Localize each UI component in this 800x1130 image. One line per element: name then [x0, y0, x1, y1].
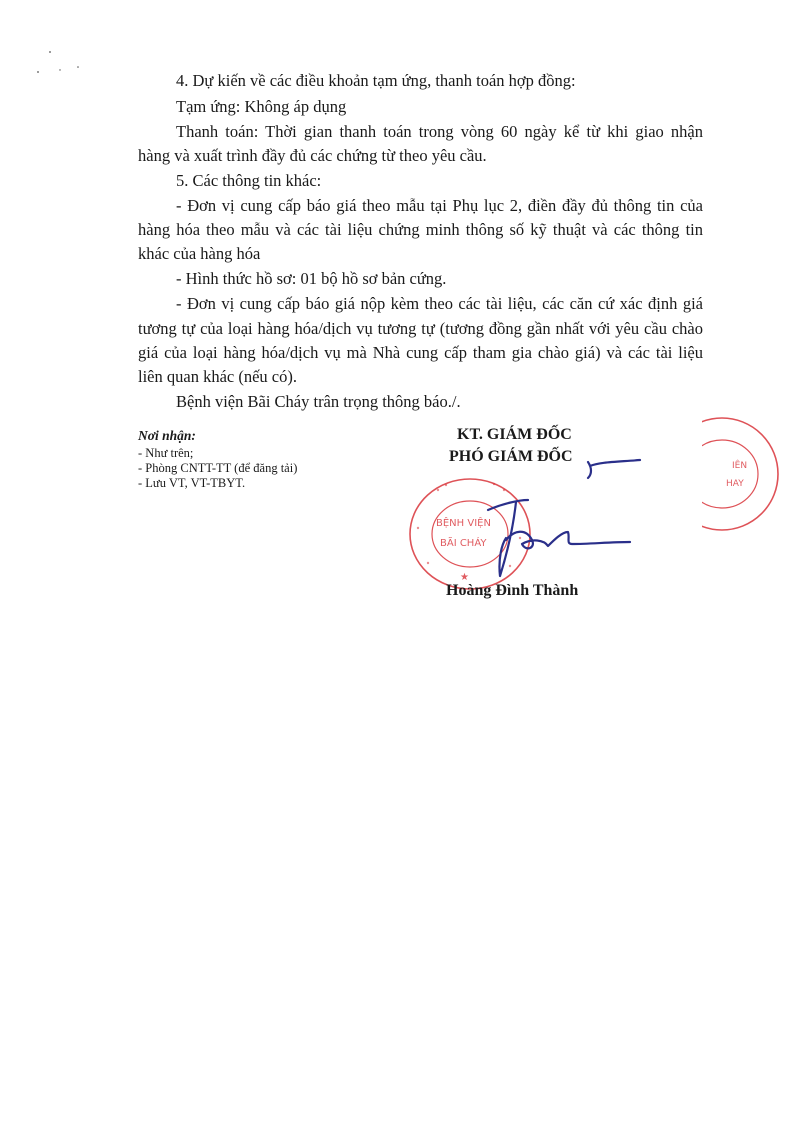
- closing-text: Bệnh viện Bãi Cháy trân trọng thông báo./.: [176, 392, 461, 411]
- seal-text-2: BÃI CHÁY: [440, 538, 487, 549]
- partial-seal: [702, 412, 782, 542]
- recipient-item: - Như trên;: [138, 446, 194, 460]
- other1-line-3: khác của hàng hóa: [138, 244, 261, 263]
- other3-line-3: giá của loại hàng hóa/dịch vụ mà Nhà cung cấp tham gia chào giá) và các tài liệu: [138, 343, 703, 362]
- advance-text: Tạm ứng: Không áp dụng: [176, 97, 347, 116]
- section4-heading: 4. Dự kiến về các điều khoản tạm ứng, thanh toán hợp đồng:: [176, 71, 576, 90]
- svg-text:HAY: HAY: [726, 479, 744, 489]
- other1-line-2: hàng hóa theo mẫu và các tài liệu chứng minh thông số kỹ thuật và các thông tin: [138, 220, 703, 239]
- other3-line-4: liên quan khác (nếu có).: [138, 367, 297, 386]
- recipients-title: Nơi nhận:: [138, 428, 196, 443]
- payment-line-2: hàng và xuất trình đầy đủ các chứng từ theo yêu cầu.: [138, 146, 487, 165]
- section5-heading: 5. Các thông tin khác:: [176, 171, 322, 190]
- other3-line-1: - Đơn vị cung cấp báo giá nộp kèm theo các tài liệu, các căn cứ xác định giá: [176, 294, 703, 313]
- signature-title-line2: PHÓ GIÁM ĐỐC: [449, 448, 573, 465]
- handwritten-signature: [440, 448, 650, 588]
- other2-text: - Hình thức hồ sơ: 01 bộ hồ sơ bản cứng.: [176, 269, 447, 288]
- other1-line-1: - Đơn vị cung cấp báo giá theo mẫu tại Phụ lục 2, điền đầy đủ thông tin của: [176, 196, 703, 215]
- scan-marks: [30, 50, 90, 80]
- signature-title-line1: KT. GIÁM ĐỐC: [457, 426, 572, 443]
- recipient-item: - Lưu VT, VT-TBYT.: [138, 476, 246, 490]
- recipient-item: - Phòng CNTT-TT (để đăng tải): [138, 461, 298, 475]
- svg-text:★: ★: [460, 572, 469, 583]
- seal-text-1: BỆNH VIỆN: [436, 518, 491, 529]
- payment-line-1: Thanh toán: Thời gian thanh toán trong vòng 60 ngày kể từ khi giao nhận: [176, 122, 703, 141]
- signer-name: Hoàng Đình Thành: [446, 582, 579, 599]
- other3-line-2: tương tự của loại hàng hóa/dịch vụ tương tự (tương đồng gần nhất với yêu cầu chào: [138, 319, 703, 338]
- svg-text:IÊN: IÊN: [732, 461, 748, 471]
